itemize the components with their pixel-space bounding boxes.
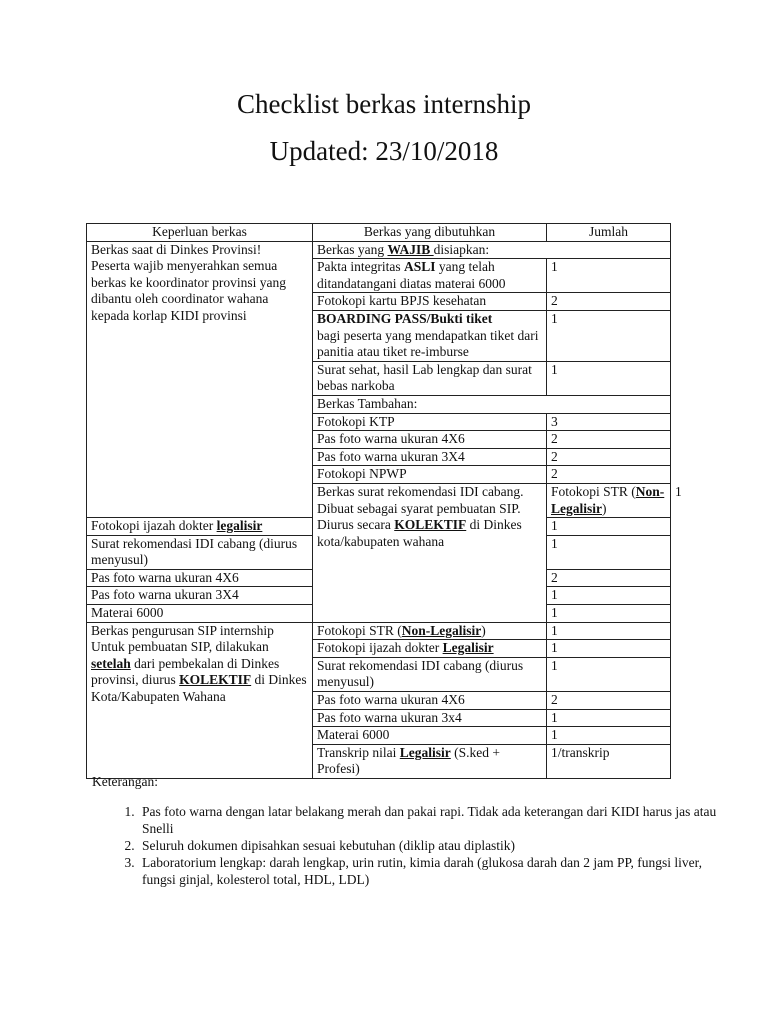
item-foto-4x6: Pas foto warna ukuran 4X6 (313, 692, 547, 710)
note-item: 2. Seluruh dokumen dipisahkan sesuai kebutuhan (diklip atau diplastik) (138, 837, 728, 854)
qty-foto-3x4: 1 (547, 587, 671, 605)
header-berkas: Berkas yang dibutuhkan (313, 224, 547, 242)
qty-ijazah: 1 (547, 640, 671, 658)
group-description: Untuk pembuatan SIP, dilakukan setelah dari pembekalan di Dinkes provinsi, diurus KOLEKTIF di Dinkes Kota/Kabupaten Wahana (91, 639, 307, 705)
qty-foto-3x4: 1 (547, 709, 671, 727)
table-row (87, 241, 671, 259)
qty-ijazah: 1 (547, 518, 671, 536)
item-foto-3x4: Pas foto warna ukuran 3X4 (313, 448, 547, 466)
tambahan-label: Berkas Tambahan: (313, 395, 671, 413)
header-keperluan: Keperluan berkas (87, 224, 313, 242)
group-heading: Berkas saat di Dinkes Provinsi! (91, 241, 262, 257)
qty-boarding-pass: 1 (547, 310, 671, 361)
item-surat-sehat: Surat sehat, hasil Lab lengkap dan surat bebas narkoba (313, 361, 547, 395)
item-transkrip: Transkrip nilai Legalisir (S.ked + Profesi) (313, 744, 547, 778)
item-pakta: Pakta integritas ASLI yang telah ditandatangani diatas materai 6000 (313, 259, 547, 293)
item-materai: Materai 6000 (87, 605, 313, 623)
item-boarding-pass: BOARDING PASS/Bukti tiket bagi peserta yang mendapatkan tiket dari panitia atau tiket re-imburse (313, 310, 547, 361)
qty-ktp: 3 (547, 413, 671, 431)
item-ktp: Fotokopi KTP (313, 413, 547, 431)
group-description: Peserta wajib menyerahkan semua berkas ke koordinator provinsi yang dibantu oleh coordinator wahana kepada korlap KIDI provinsi (91, 258, 286, 323)
group-rekomendasi-idi-desc (313, 483, 547, 622)
notes-list (92, 803, 728, 888)
qty-npwp: 2 (547, 466, 671, 484)
item-str: Fotokopi STR (Non-Legalisir) (547, 483, 671, 517)
qty-foto-4x6: 2 (547, 692, 671, 710)
item-ijazah: Fotokopi ijazah dokter legalisir (87, 518, 313, 536)
page-title: Checklist berkas internship (237, 89, 531, 119)
group-heading: Berkas pengurusan SIP internship (91, 622, 274, 638)
item-rekomendasi: Surat rekomendasi IDI cabang (diurus menyusul) (87, 535, 313, 569)
qty-foto-4x6: 2 (547, 569, 671, 587)
qty-foto-4x6: 2 (547, 431, 671, 449)
group-heading: Berkas surat rekomendasi IDI cabang. (317, 483, 524, 499)
qty-str: 1 (547, 622, 671, 640)
table-header-row (87, 224, 671, 242)
qty-materai: 1 (547, 727, 671, 745)
qty-rekomendasi: 1 (547, 657, 671, 691)
table-row (87, 622, 671, 640)
qty-surat-sehat: 1 (547, 361, 671, 395)
item-rekomendasi: Surat rekomendasi IDI cabang (diurus menyusul) (313, 657, 547, 691)
qty-transkrip: 1/transkrip (547, 744, 671, 778)
item-foto-4x6: Pas foto warna ukuran 4X6 (313, 431, 547, 449)
item-foto-3x4: Pas foto warna ukuran 3x4 (313, 709, 547, 727)
qty-rekomendasi: 1 (547, 535, 671, 569)
header-jumlah: Jumlah (547, 224, 671, 242)
checklist-table (86, 223, 682, 779)
updated-date: Updated: 23/10/2018 (269, 136, 499, 166)
wajib-label: Berkas yang WAJIB disiapkan: (313, 241, 671, 259)
group-sip-internship-desc (87, 622, 313, 778)
item-materai: Materai 6000 (313, 727, 547, 745)
group-description: Dibuat sebagai syarat pembuatan SIP. Diurus secara KOLEKTIF di Dinkes kota/kabupaten wahana (317, 500, 522, 549)
item-ijazah: Fotokopi ijazah dokter Legalisir (313, 640, 547, 658)
item-foto-3x4: Pas foto warna ukuran 3X4 (87, 587, 313, 605)
notes-title: Keterangan: (92, 774, 158, 789)
table-row: Berkas surat rekomendasi IDI cabang. Dibuat sebagai syarat pembuatan SIP. Diurus secara KOLEKTIF di Dinkes kota/kabupaten wahana Fotokopi STR (Non-Legalisir) 1 (87, 483, 671, 517)
item-foto-4x6: Pas foto warna ukuran 4X6 (87, 569, 313, 587)
qty-materai: 1 (547, 605, 671, 623)
note-item: 1. Pas foto warna dengan latar belakang merah dan pakai rapi. Tidak ada keterangan dari KIDI harus jas atau Snelli (138, 803, 728, 837)
item-npwp: Fotokopi NPWP (313, 466, 547, 484)
qty-bpjs: 2 (547, 293, 671, 311)
qty-foto-3x4: 2 (547, 448, 671, 466)
item-bpjs: Fotokopi kartu BPJS kesehatan (313, 293, 547, 311)
group-dinkes-provinsi-desc (87, 241, 313, 518)
qty-pakta: 1 (547, 259, 671, 293)
item-str: Fotokopi STR (Non-Legalisir) (313, 622, 547, 640)
note-item: 3. Laboratorium lengkap: darah lengkap, urin rutin, kimia darah (glukosa darah dan 2 jam PP, fungsi liver, fungsi ginjal, kolesterol total, HDL, LDL) (138, 854, 728, 888)
